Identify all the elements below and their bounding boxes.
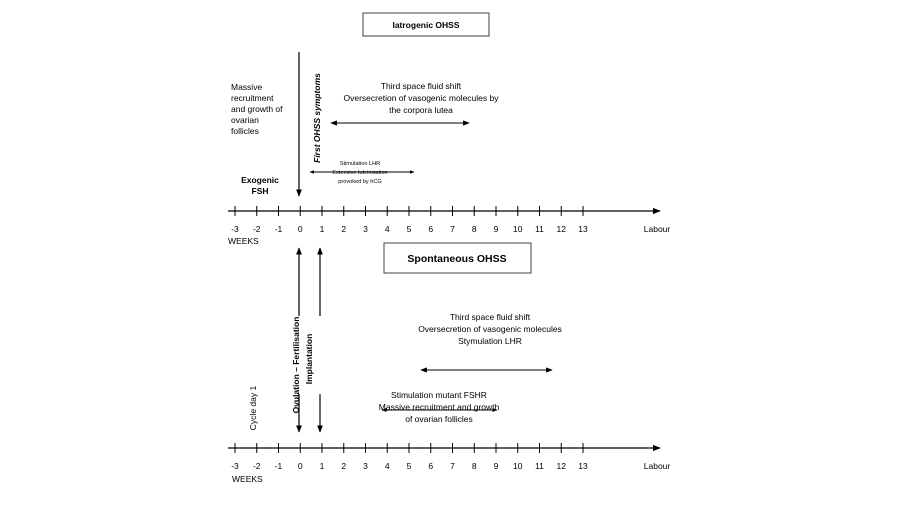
- timeline-top-tick-label: 2: [341, 224, 347, 234]
- massive-recruitment-label: [231, 82, 283, 136]
- spo-third-line-3: Stymulation LHR: [458, 336, 522, 346]
- lhr-line-2: Extensive luteinisation: [332, 170, 388, 176]
- lhr-line-1: Stimulation LHR: [339, 161, 381, 167]
- timeline-bottom-tick-label: 13: [578, 461, 588, 471]
- ovulation-label: Ovulation – Fertilisation: [291, 316, 301, 414]
- exogenous-fsh-label: [241, 175, 279, 196]
- spo-third-line-1: Third space fluid shift: [449, 312, 531, 322]
- timeline-top-tick-label: -3: [231, 224, 239, 234]
- exogenous-line-2: FSH: [251, 186, 269, 196]
- iatrogenic-title: Iatrogenic OHSS: [392, 20, 460, 30]
- timeline-bottom-tick-label: 0: [297, 461, 303, 471]
- timeline-top-tick-label: 4: [384, 224, 390, 234]
- timeline-top-tick-label: 9: [493, 224, 499, 234]
- massive-line-2: recruitment: [231, 93, 274, 103]
- timeline-bottom-labour: Labour: [643, 461, 671, 471]
- first-symptoms-label: First OHSS symptoms: [312, 73, 322, 163]
- timeline-top: [228, 206, 660, 234]
- timeline-bottom-tick-label: 3: [363, 461, 368, 471]
- iatrogenic-third-space-label: [344, 81, 500, 115]
- timeline-top-tick-label: 13: [578, 224, 588, 234]
- timeline-bottom-tick-label: 5: [406, 461, 412, 471]
- iat-third-line-3: the corpora lutea: [389, 105, 453, 115]
- timeline-bottom-tick-label: 10: [513, 461, 523, 471]
- timeline-top-tick-label: -1: [274, 224, 283, 234]
- spo-third-line-2: Oversecretion of vasogenic molecules: [418, 324, 562, 334]
- mutant-fshr-label: [379, 390, 500, 424]
- timeline-bottom-weeks: WEEKS: [232, 474, 263, 484]
- timeline-top-tick-label: 1: [319, 224, 325, 234]
- timeline-top-tick-label: 7: [450, 224, 455, 234]
- timeline-bottom-tick-label: 1: [319, 461, 325, 471]
- timeline-bottom-tick-label: 4: [384, 461, 390, 471]
- timeline-bottom-tick-label: -2: [252, 461, 261, 471]
- timeline-top-tick-label: 6: [428, 224, 434, 234]
- timeline-top-tick-label: 12: [556, 224, 566, 234]
- timeline-top-tick-label: -2: [252, 224, 261, 234]
- timeline-bottom-tick-label: 6: [428, 461, 434, 471]
- timeline-top-tick-label: 5: [406, 224, 412, 234]
- massive-line-4: ovarian: [231, 115, 259, 125]
- massive-line-3: and growth of: [231, 104, 283, 114]
- timeline-bottom-tick-label: -3: [231, 461, 239, 471]
- timeline-top-tick-label: 11: [535, 224, 544, 234]
- massive-line-1: Massive: [231, 82, 263, 92]
- timeline-top-labour: Labour: [643, 224, 671, 234]
- timeline-top-tick-label: 10: [513, 224, 523, 234]
- mutant-line-3: of ovarian follicles: [405, 414, 473, 424]
- timeline-bottom-tick-label: 8: [471, 461, 477, 471]
- timeline-bottom: [228, 443, 660, 471]
- timeline-top-tick-label: 8: [471, 224, 477, 234]
- exogenous-line-1: Exogenic: [241, 175, 279, 185]
- stimulation-lhr-label: [332, 161, 387, 185]
- spontaneous-third-space-label: [418, 312, 562, 346]
- timeline-bottom-tick-label: -1: [274, 461, 283, 471]
- timeline-bottom-tick-label: 11: [535, 461, 544, 471]
- implantation-label: Implantation: [304, 333, 314, 385]
- mutant-line-2: Massive recruitment and growth: [378, 402, 500, 412]
- iat-third-line-2: Oversecretion of vasogenic molecules by: [343, 93, 499, 103]
- cycle-day-label: Cycle day 1: [248, 385, 258, 431]
- iat-third-line-1: Third space fluid shift: [380, 81, 462, 91]
- lhr-line-3: provoked by hCG: [338, 179, 382, 185]
- massive-line-5: follicles: [231, 126, 259, 136]
- timeline-bottom-tick-label: 12: [556, 461, 566, 471]
- spontaneous-title: Spontaneous OHSS: [407, 253, 507, 265]
- timeline-bottom-tick-label: 2: [341, 461, 347, 471]
- timeline-top-tick-label: 3: [363, 224, 368, 234]
- mutant-line-1: Stimulation mutant FSHR: [391, 390, 487, 400]
- timeline-top-weeks: WEEKS: [228, 236, 259, 246]
- timeline-bottom-tick-label: 9: [493, 461, 499, 471]
- timeline-bottom-tick-label: 7: [450, 461, 455, 471]
- timeline-top-tick-label: 0: [297, 224, 303, 234]
